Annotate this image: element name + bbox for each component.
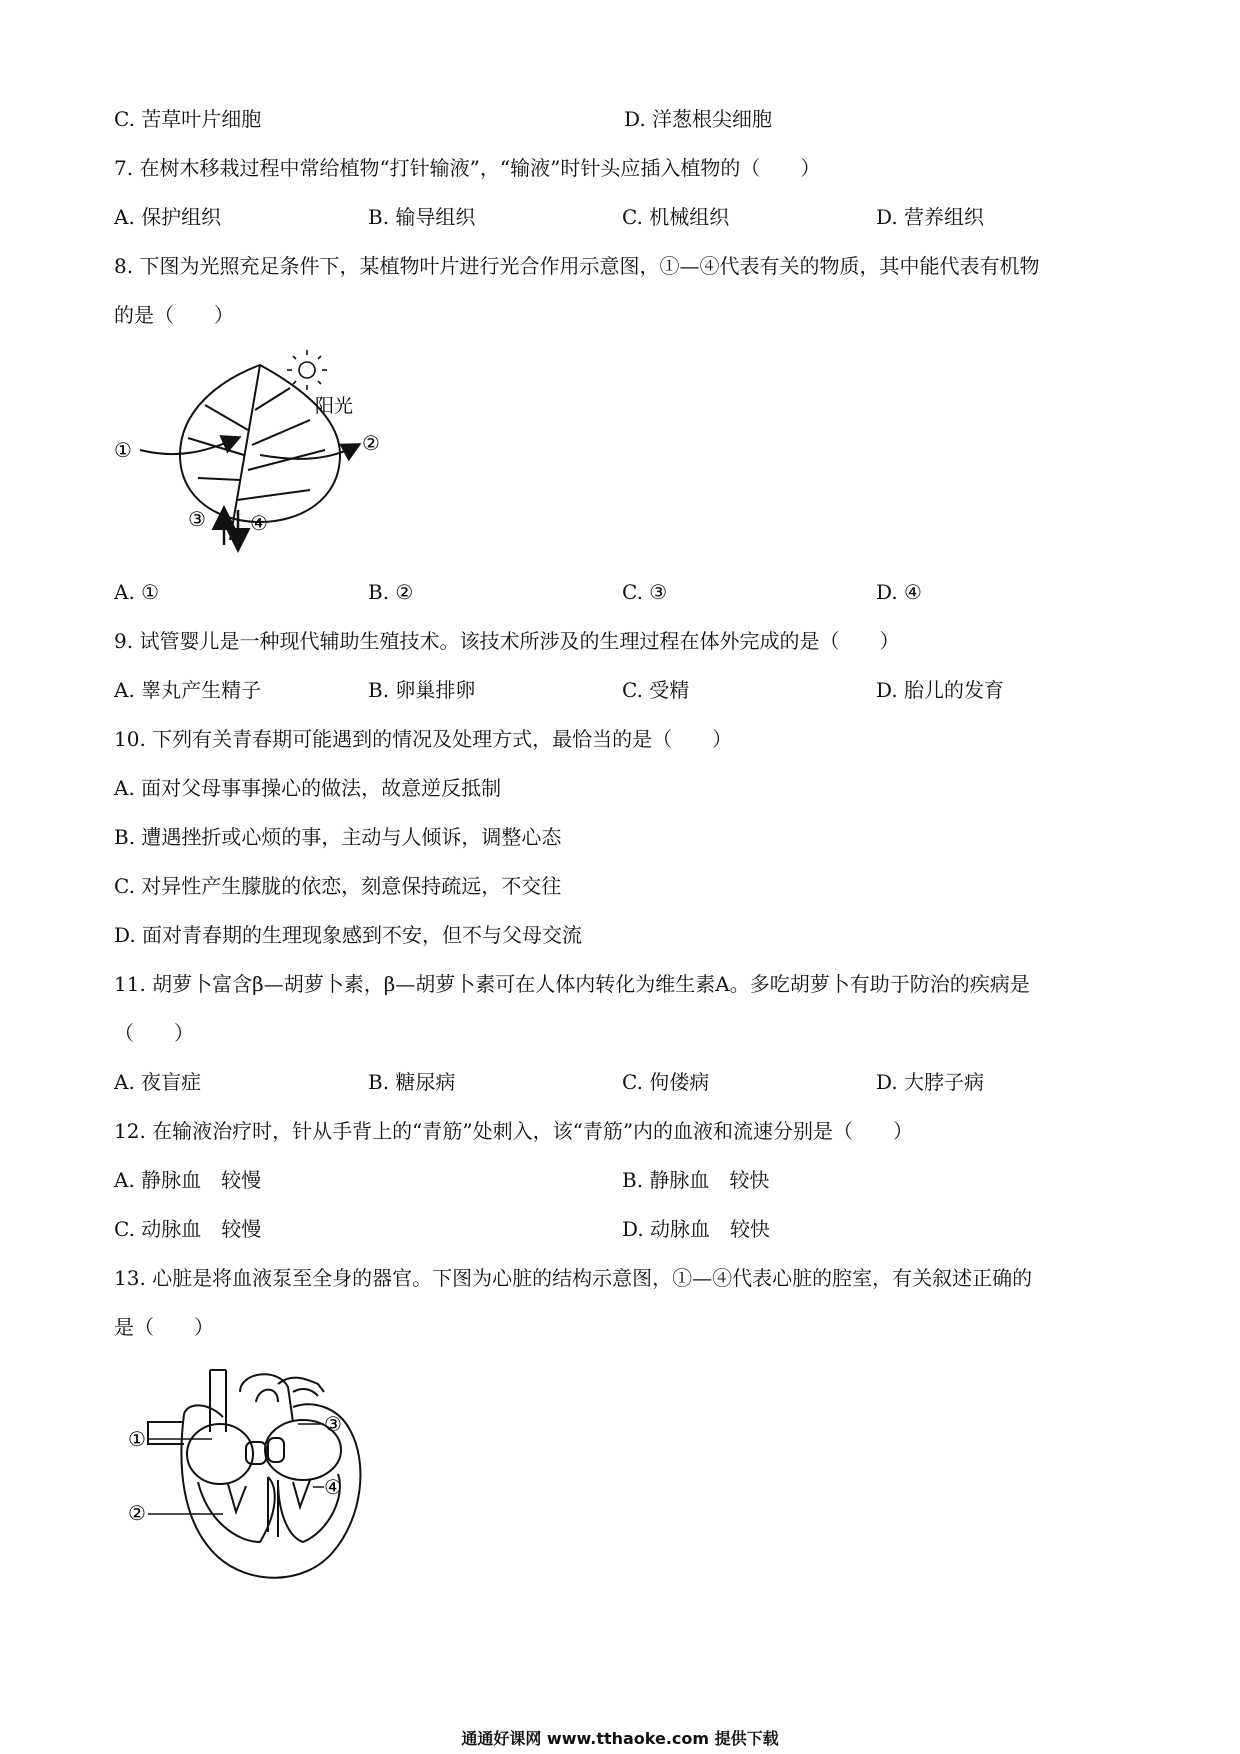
q9-option-c: C. 受精: [622, 678, 690, 702]
q10-option-c: C. 对异性产生朦胧的依恋，刻意保持疏远，不交往: [114, 874, 562, 898]
q12-stem: 12. 在输液治疗时，针从手背上的“青筋”处刺入，该“青筋”内的血液和流速分别是（ ）: [114, 1119, 914, 1143]
q11-option-d: D. 大脖子病: [876, 1070, 985, 1094]
q8-stem-line2: 的是（ ）: [114, 303, 234, 327]
q10-stem: 10. 下列有关青春期可能遇到的情况及处理方式，最恰当的是（ ）: [114, 727, 733, 751]
arrow-2-out: [260, 445, 358, 459]
q8-stem-line1: 8. 下图为光照充足条件下，某植物叶片进行光合作用示意图，①—④代表有关的物质，其中能代表有机物: [114, 254, 1040, 278]
q10-option-b: B. 遭遇挫折或心烦的事，主动与人倾诉，调整心态: [114, 825, 562, 849]
heart-outline: [148, 1370, 360, 1578]
marker-2: ②: [362, 431, 380, 455]
heart-marker-4: ④: [324, 1475, 342, 1499]
q10-option-d: D. 面对青春期的生理现象感到不安，但不与父母交流: [114, 923, 583, 947]
q7-option-d: D. 营养组织: [876, 205, 985, 229]
leaf-photosynthesis-diagram: [110, 350, 420, 560]
q8-option-b: B. ②: [368, 580, 414, 604]
marker-3: ③: [188, 507, 206, 531]
q11-option-c: C. 佝偻病: [622, 1070, 710, 1094]
arrow-1-in: [140, 438, 238, 454]
q8-option-a: A. ①: [114, 580, 160, 604]
q11-stem-line1: 11. 胡萝卜富含β—胡萝卜素，β—胡萝卜素可在人体内转化为维生素A。多吃胡萝卜有助于防治的疾病是: [114, 972, 1030, 996]
q9-option-d: D. 胎儿的发育: [876, 678, 1005, 702]
q11-option-b: B. 糖尿病: [368, 1070, 456, 1094]
heart-marker-2: ②: [128, 1501, 146, 1525]
q8-option-c: C. ③: [622, 580, 668, 604]
q6-option-c: C. 苦草叶片细胞: [114, 107, 262, 131]
q10-option-a: A. 面对父母事事操心的做法，故意逆反抵制: [114, 776, 502, 800]
q7-option-c: C. 机械组织: [622, 205, 730, 229]
heart-marker-1: ①: [128, 1427, 146, 1451]
q9-stem: 9. 试管婴儿是一种现代辅助生殖技术。该技术所涉及的生理过程在体外完成的是（ ）: [114, 629, 900, 653]
q7-option-a: A. 保护组织: [114, 205, 222, 229]
sunlight-label: 阳光: [315, 395, 354, 417]
heart-marker-3: ③: [324, 1412, 342, 1436]
page-footer: 通通好课网 www.tthaoke.com 提供下载: [461, 1729, 779, 1748]
marker-1: ①: [114, 438, 132, 462]
q7-stem: 7. 在树木移栽过程中常给植物“打针输液”，“输液”时针头应插入植物的（ ）: [114, 156, 821, 180]
q12-option-b: B. 静脉血 较快: [622, 1168, 770, 1192]
q12-option-d: D. 动脉血 较快: [622, 1217, 771, 1241]
q13-stem-line1: 13. 心脏是将血液泵至全身的器官。下图为心脏的结构示意图，①—④代表心脏的腔室，有关叙述正确的: [114, 1266, 1033, 1290]
q12-option-a: A. 静脉血 较慢: [114, 1168, 262, 1192]
q11-option-a: A. 夜盲症: [114, 1070, 202, 1094]
q11-stem-line2: （ ）: [114, 1021, 194, 1045]
q9-option-a: A. 睾丸产生精子: [114, 678, 262, 702]
q8-option-d: D. ④: [876, 580, 922, 604]
sun-icon: [287, 350, 327, 390]
marker-4: ④: [250, 511, 268, 535]
q6-option-d: D. 洋葱根尖细胞: [624, 107, 773, 131]
q7-option-b: B. 输导组织: [368, 205, 476, 229]
heart-structure-diagram: [128, 1362, 408, 1587]
q9-option-b: B. 卵巢排卵: [368, 678, 476, 702]
q12-option-c: C. 动脉血 较慢: [114, 1217, 262, 1241]
q13-stem-line2: 是（ ）: [114, 1315, 214, 1339]
